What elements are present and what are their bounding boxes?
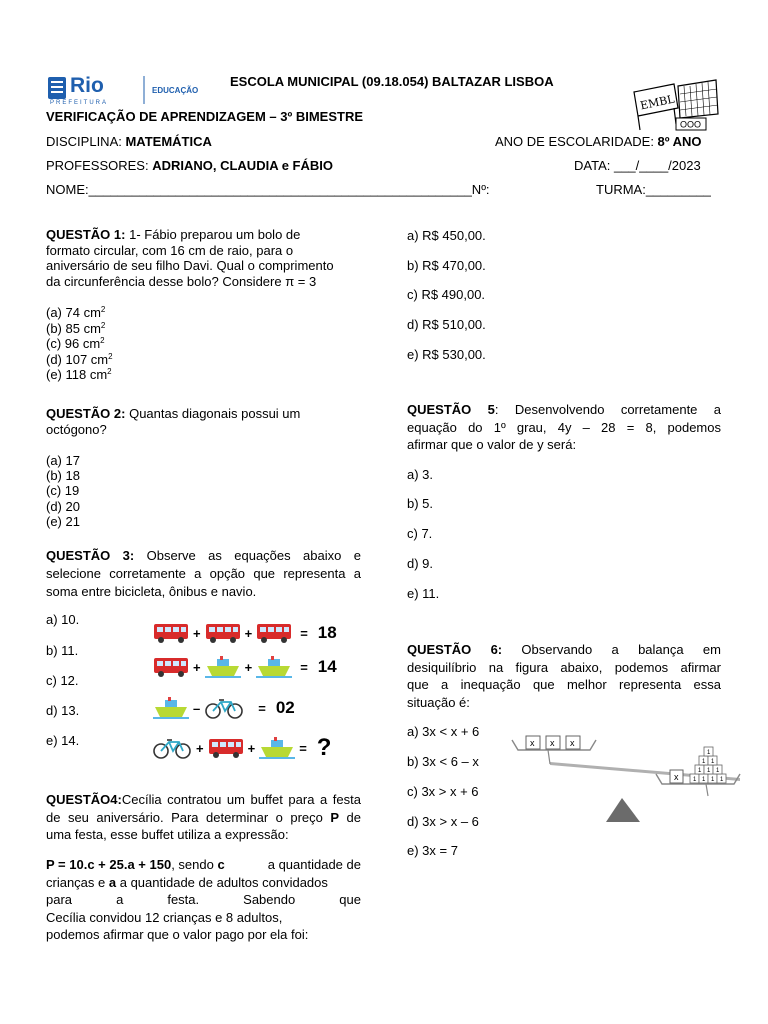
ship-icon: [153, 697, 189, 719]
option[interactable]: b) 3x < 6 – x: [407, 754, 479, 769]
result-value: 02: [275, 698, 295, 717]
plus-sign: +: [193, 659, 201, 675]
q2-line: octógono?: [46, 421, 107, 437]
option[interactable]: (d) 107 $cm^2$: [46, 351, 113, 367]
q4-line: podemos afirmar que o valor pago por ela foi:: [46, 927, 309, 942]
grade-row: [495, 134, 702, 149]
q4-variable-c: c: [217, 857, 225, 872]
plus-sign: +: [196, 740, 204, 756]
q1-line: 1- Fábio preparou um bolo de: [129, 227, 301, 242]
option[interactable]: c) R$ 490,00.: [407, 287, 486, 302]
teachers-row: [46, 158, 333, 173]
svg-text:1: 1: [702, 759, 706, 765]
svg-text:x: x: [530, 738, 535, 748]
q6-line: situação é:: [407, 694, 470, 710]
svg-text:x: x: [674, 772, 679, 782]
equation-row-1: [153, 622, 337, 644]
ship-icon: [205, 656, 241, 678]
q3-line: selecione corretamente a opção que representa a: [46, 566, 361, 581]
option[interactable]: b) 11.: [46, 643, 79, 658]
q5-line: afirmar que o valor de y será:: [407, 437, 577, 452]
q2-line: Quantas diagonais possui um: [129, 406, 301, 421]
option[interactable]: e) 3x = 7: [407, 843, 458, 858]
option[interactable]: (e) 118 $cm^2$: [46, 367, 112, 382]
q1-line: formato circular, com 16 cm de raio, para o: [46, 242, 294, 258]
q5-label: QUESTÃO 5: [407, 402, 495, 417]
plus-sign: +: [193, 625, 201, 641]
q1-line: aniversário de seu filho Davi. Qual o comprimento: [46, 258, 334, 273]
logo-dept: EDUCAÇÃO: [152, 86, 199, 95]
bus-icon: [153, 622, 189, 644]
q1-options: [46, 305, 113, 383]
balance-scale-figure: [510, 726, 746, 824]
school-name: ESCOLA MUNICIPAL (09.18.054) BALTAZAR LISBOA: [230, 74, 554, 89]
plus-sign: +: [244, 625, 253, 641]
q3-label: QUESTÃO 3:: [46, 548, 135, 563]
q1-label: QUESTÃO 1:: [46, 227, 126, 242]
option[interactable]: d) 3x > x – 6: [407, 814, 479, 829]
svg-text:1: 1: [711, 759, 715, 765]
class-field[interactable]: TURMA:_________: [596, 182, 711, 197]
svg-text:1: 1: [707, 768, 711, 774]
bus-icon: [256, 622, 292, 644]
option[interactable]: (c) 19: [46, 483, 80, 499]
option[interactable]: e) 11.: [407, 586, 440, 601]
plus-sign: +: [247, 740, 256, 756]
unit-weights-stack: [690, 747, 726, 783]
q4-formula: P = 10.c + 25.a + 150: [46, 857, 172, 872]
option[interactable]: d) R$ 510,00.: [407, 317, 486, 332]
result-value: 14: [317, 657, 337, 676]
question-3: [46, 547, 361, 601]
question-5: [407, 401, 721, 454]
q6-line: que a inequação que melhor representa essa: [407, 677, 721, 692]
option[interactable]: (d) 20: [46, 498, 80, 514]
q2-label: QUESTÃO 2:: [46, 406, 126, 421]
grade-value: 8º ANO: [657, 134, 702, 149]
q6-line: Observando a balança em: [502, 642, 721, 657]
option[interactable]: b) R$ 470,00.: [407, 258, 486, 273]
equation-row-2: [153, 656, 337, 678]
equals-sign: =: [300, 625, 308, 641]
q3-line: Observe as equações abaixo e: [146, 548, 361, 563]
ship-icon: [259, 737, 295, 759]
question-6: [407, 641, 721, 711]
option[interactable]: a) 3.: [407, 467, 434, 482]
equation-row-4: [152, 734, 331, 762]
option[interactable]: (a) 17: [46, 453, 80, 468]
school-stamp: [630, 74, 722, 134]
prefeitura-logo: [46, 74, 206, 108]
option[interactable]: (c) 96 $cm^2$: [46, 336, 105, 351]
option[interactable]: d) 9.: [407, 556, 434, 571]
q2-options: [46, 453, 80, 529]
equals-sign: =: [299, 740, 307, 756]
svg-text:1: 1: [716, 768, 720, 774]
minus-sign: –: [193, 700, 201, 716]
option[interactable]: d) 13.: [46, 703, 80, 718]
logo-sub: PREFEITURA: [50, 100, 109, 106]
svg-text:x: x: [570, 738, 575, 748]
svg-text:OOO: OOO: [680, 119, 702, 130]
equals-sign: =: [300, 659, 308, 675]
q4-line: de: [339, 809, 361, 825]
option[interactable]: c) 12.: [46, 673, 79, 688]
q4-line: Cecília convidou 12 crianças e 8 adultos,: [46, 909, 283, 925]
date-field[interactable]: DATA: ___/____/2023: [574, 158, 701, 173]
svg-text:1: 1: [693, 777, 697, 783]
ship-icon: [256, 656, 292, 678]
bicycle-icon: [152, 736, 192, 760]
q4-label: QUESTÃO4:: [46, 792, 122, 807]
q5-line: equação do 1º grau, 4y – 28 = 8, podemos: [407, 419, 721, 435]
svg-text:1: 1: [711, 777, 715, 783]
svg-text:1: 1: [698, 768, 702, 774]
option[interactable]: (a) 74 $cm^2$: [46, 305, 106, 320]
option[interactable]: a) 10.: [46, 612, 80, 627]
q4-variable-p: P: [330, 809, 340, 825]
option[interactable]: b) 5.: [407, 496, 434, 511]
svg-text:1: 1: [720, 777, 724, 783]
q6-label: QUESTÃO 6:: [407, 642, 503, 657]
option[interactable]: e) 14.: [46, 733, 80, 748]
stamp-text: EMBL: [639, 92, 676, 113]
teachers-value: ADRIANO, CLAUDIA e FÁBIO: [152, 158, 333, 173]
x-box: [546, 736, 560, 749]
x-box: [526, 736, 540, 749]
option[interactable]: (e) 21: [46, 513, 80, 529]
svg-text:x: x: [550, 738, 555, 748]
question-2: [46, 406, 366, 437]
result-value: 18: [317, 623, 337, 642]
q4-variable-a: a: [108, 874, 117, 890]
q4-formula-block: P = 10.c + 25.a + 150, sendo c a quantidade de crianças e a a quantidade de adultos convidados para a festa. Sabendo que Cecília convidou 12 crianças e 8 adultos, podemos afirmar que o valor pago por ela foi:: [46, 857, 361, 942]
question-4: [46, 791, 361, 844]
option[interactable]: c) 7.: [407, 526, 433, 541]
option[interactable]: e) R$ 530,00.: [407, 347, 486, 362]
option[interactable]: (b) 18: [46, 468, 80, 484]
bus-icon: [153, 656, 189, 678]
q4-line: Cecília contratou um buffet para a festa: [121, 792, 361, 807]
discipline-row: [46, 134, 212, 149]
logo-brand: Rio: [70, 74, 104, 97]
option[interactable]: a) R$ 450,00.: [407, 228, 486, 243]
equals-sign: =: [258, 700, 266, 716]
question-1: [46, 227, 366, 289]
option[interactable]: c) 3x > x + 6: [407, 784, 479, 799]
svg-text:1: 1: [702, 777, 706, 783]
question-mark: ?: [316, 734, 332, 761]
svg-text:1: 1: [707, 750, 711, 756]
q6-line: desiquilíbrio na figura abaixo, podemos afirmar: [407, 659, 721, 675]
bicycle-icon: [204, 696, 244, 720]
q1-line: da circunferência desse bolo? Considere π = 3: [46, 273, 317, 289]
teachers-label: PROFESSORES:: [46, 158, 153, 173]
equation-row-3: [153, 696, 295, 720]
bus-icon: [205, 622, 241, 644]
q5-line: : Desenvolvendo corretamente a: [494, 402, 721, 417]
option[interactable]: a) 3x < x + 6: [407, 724, 480, 739]
x-box: [566, 736, 580, 749]
name-field[interactable]: NOME:_____________________________________________________Nº:: [46, 182, 490, 197]
plus-sign: +: [244, 659, 253, 675]
page-title: VERIFICAÇÃO DE APRENDIZAGEM – 3º BIMESTRE: [46, 109, 364, 124]
q4-line: de seu aniversário. Para determinar o preço: [46, 809, 323, 825]
option[interactable]: (b) 85 $cm^2$: [46, 320, 106, 336]
discipline-label: DISCIPLINA:: [46, 134, 126, 149]
q4-line: uma festa, esse buffet utiliza a expressão:: [46, 827, 289, 842]
x-box: [670, 770, 683, 783]
q3-line: soma entre bicicleta, ônibus e navio.: [46, 584, 257, 599]
grade-label: ANO DE ESCOLARIDADE:: [495, 134, 658, 149]
bus-icon: [208, 737, 244, 759]
discipline-value: MATEMÁTICA: [125, 134, 212, 149]
